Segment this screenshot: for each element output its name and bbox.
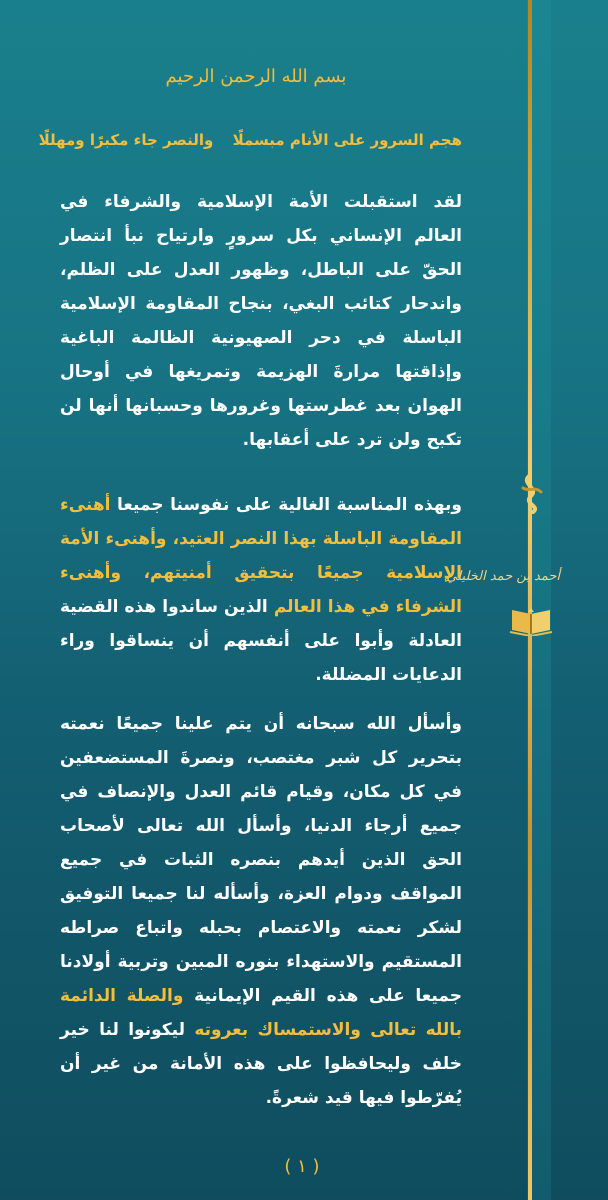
verse-first-hemistich: هجم السرور على الأنام مبسملًا bbox=[232, 131, 462, 149]
paragraph-3-highlight: والصلة الدائمة بالله تعالى والاستمساك بعروته bbox=[60, 986, 462, 1040]
open-book-icon bbox=[508, 606, 554, 636]
gold-divider-line bbox=[528, 0, 532, 1200]
paragraph-3-intro: وأسأل الله سبحانه أن يتم علينا جميعًا نعمته بتحرير كل شبر مغتصب، ونصرةَ المستضعفين في كل مكان، وقيام قائم العدل والإنصاف في جميع أرجاء الدنيا، وأسأل الله تعالى لأصحاب الحق الذين أيدهم بنصره الثبات في جميع المواقف ودوام العزة، وأسأله لنا جميعا التوفيق لشكر نعمته والاعتصام بحبله واتباع صراطه المستقيم والاستهداء بنوره المبين وتربية أولادنا جميعا على هذه القيم الإيمانية bbox=[60, 714, 462, 1006]
paragraph-2-highlight: أهنىء المقاومة الباسلة بهذا النصر العتيد، وأهنىء الأمة الإسلامية جميعًا بتحقيق أمنيتهم، وأهنىء الشرفاء في هذا العالم bbox=[60, 495, 462, 617]
knot-ornament-icon bbox=[515, 474, 547, 514]
paragraph-1: لقد استقبلت الأمة الإسلامية والشرفاء في العالم الإنساني بكل سرورٍ وارتياح نبأ انتصار الحقّ على الباطل، وظهور العدل على الظلم، واندحار كتائب البغي، بنجاح المقاومة الإسلامية الباسلة في دحر الصهيونية الظالمة الباغية وإذاقتها مرارةَ الهزيمة وتمريغها في أوحال الهوان بعد غطرستها وغرورها وحسبانها أنها لن تكبح ولن ترد على أعقابها. bbox=[60, 192, 462, 450]
page-number: ( ١ ) bbox=[284, 1156, 320, 1177]
paragraph-2-intro: وبهذه المناسبة الغالية على نفوسنا جميعا bbox=[116, 495, 462, 515]
paragraph-3-rest: ليكونوا لنا خير خلف وليحافظوا على هذه الأمانة من غير أن يُفرّطوا فيها قيد شعرةً. bbox=[60, 1020, 462, 1108]
basmala-heading: بسم الله الرحمن الرحيم bbox=[165, 66, 347, 87]
poetry-verse bbox=[38, 131, 462, 149]
paragraph-3 bbox=[60, 707, 462, 1115]
verse-second-hemistich: والنصر جاء مكبرًا ومهللًا bbox=[38, 131, 214, 149]
paragraph-2-rest: الذين ساندوا هذه القضية العادلة وأبوا على أنفسهم أن ينساقوا وراء الدعايات المضللة. bbox=[60, 597, 462, 685]
signature: أحمد بن حمد الخليلي bbox=[446, 569, 560, 584]
paragraph-2 bbox=[60, 488, 462, 692]
